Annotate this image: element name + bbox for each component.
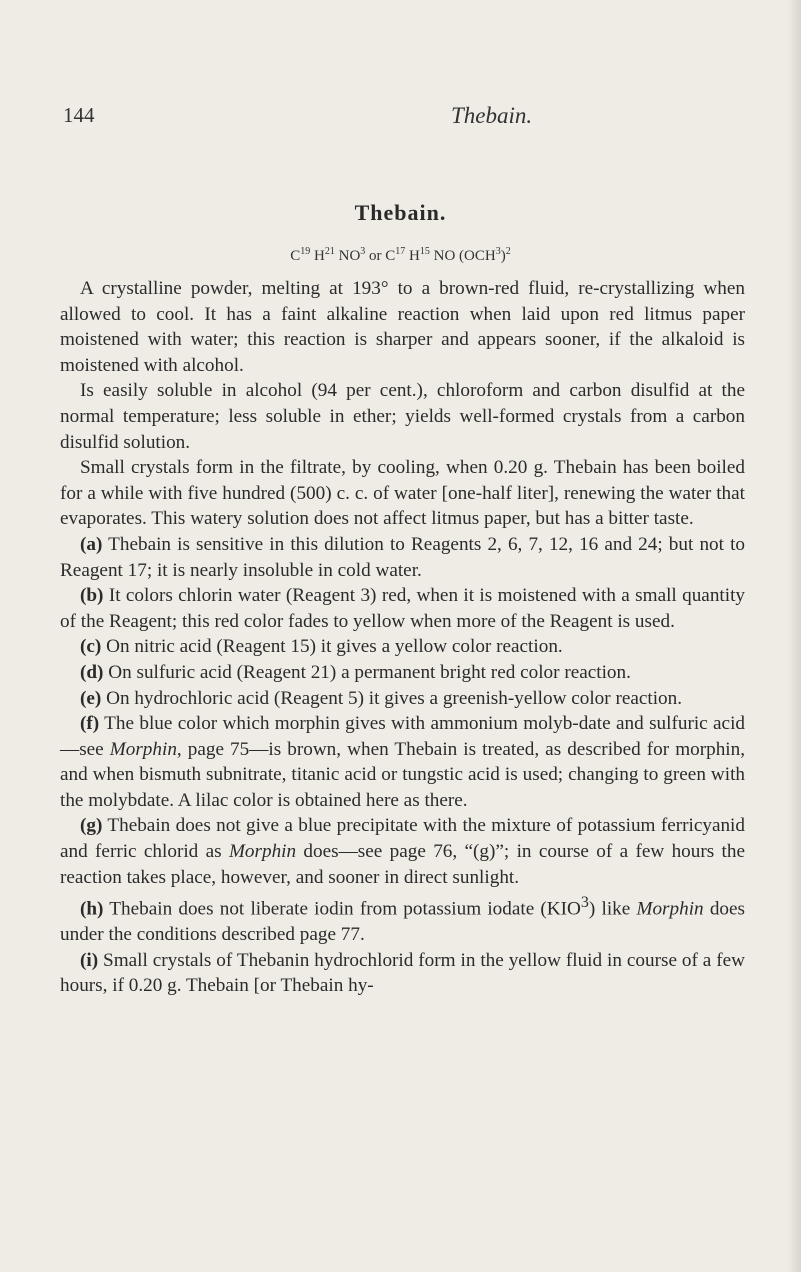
paragraph-a: (a) Thebain is sensitive in this dilution to Reagents 2, 6, 7, 12, 16 and 24; but not to Reagent 17; it is nearly insoluble in cold water. bbox=[60, 533, 745, 581]
paragraph-crystals: Small crystals form in the filtrate, by cooling, when 0.20 g. Thebain has been boiled for a while with five hundred (500) c. c. of water [one-half liter], renewing the water that evaporates. This watery solution does not affect litmus paper, but has a bitter taste. bbox=[60, 457, 745, 530]
paragraph-b: (b) It colors chlorin water (Reagent 3) red, when it is moistened with a small quantity of the Reagent; this red color fades to yellow when more of the Reagent is used. bbox=[60, 585, 745, 632]
page-header bbox=[63, 103, 743, 143]
section-title: Thebain. bbox=[354, 200, 447, 225]
paragraph-description: A crystalline powder, melting at 193° to a brown-red fluid, re-crystallizing when allowed to cool. It has a faint alkaline reaction when laid upon red litmus paper moistened with water; this reaction is sharper and appears sooner, if the alkaloid is moistened with alcohol. bbox=[60, 278, 745, 376]
paragraph-g: (g) Thebain does not give a blue precipitate with the mixture of potassium ferricyanid and ferric chlorid as Morphin does—see page 76, “(g)”; in course of a few hours the reaction takes place, however, and sooner in direct sunlight. bbox=[60, 815, 745, 888]
paragraph-e: (e) On hydrochloric acid (Reagent 5) it gives a greenish-yellow color reaction. bbox=[80, 687, 683, 709]
paragraph-d: (d) On sulfuric acid (Reagent 21) a permanent bright red color reaction. bbox=[80, 661, 631, 683]
paragraph-solubility: Is easily soluble in alcohol (94 per cent.), chloroform and carbon disulfid at the normal temperature; less soluble in ether; yields well-formed crystals from a carbon disulfid solution. bbox=[60, 380, 745, 453]
page-edge-shadow bbox=[787, 0, 801, 1272]
page-number: 144 bbox=[63, 103, 95, 127]
chemical-formula: $C^{19}$ $H^{21}$ $NO^3$ or $C^{17}$ $H^{15}$ NO $(OCH^3)^2$ bbox=[290, 246, 511, 264]
paragraph-h: (h) Thebain does not liberate iodin from potassium iodate (KIO$^3$) like Morphin does under the conditions described page 77. bbox=[60, 894, 745, 946]
running-head: Thebain. bbox=[451, 103, 533, 128]
body-text bbox=[60, 276, 745, 999]
paragraph-c: (c) On nitric acid (Reagent 15) it gives a yellow color reaction. bbox=[80, 636, 563, 658]
paragraph-f: (f) The blue color which morphin gives with ammonium molyb-date and sulfuric acid—see Morphin, page 75—is brown, when Thebain is treated, as described for morphin, and when bismuth subnitrate, titanic acid or tungstic acid is used; changing to green with the molybdate. A lilac color is obtained here as there. bbox=[60, 713, 746, 811]
paragraph-i: (i) Small crystals of Thebanin hydrochlorid form in the yellow fluid in course of a few hours, if 0.20 g. Thebain [or Thebain hy- bbox=[60, 949, 745, 997]
